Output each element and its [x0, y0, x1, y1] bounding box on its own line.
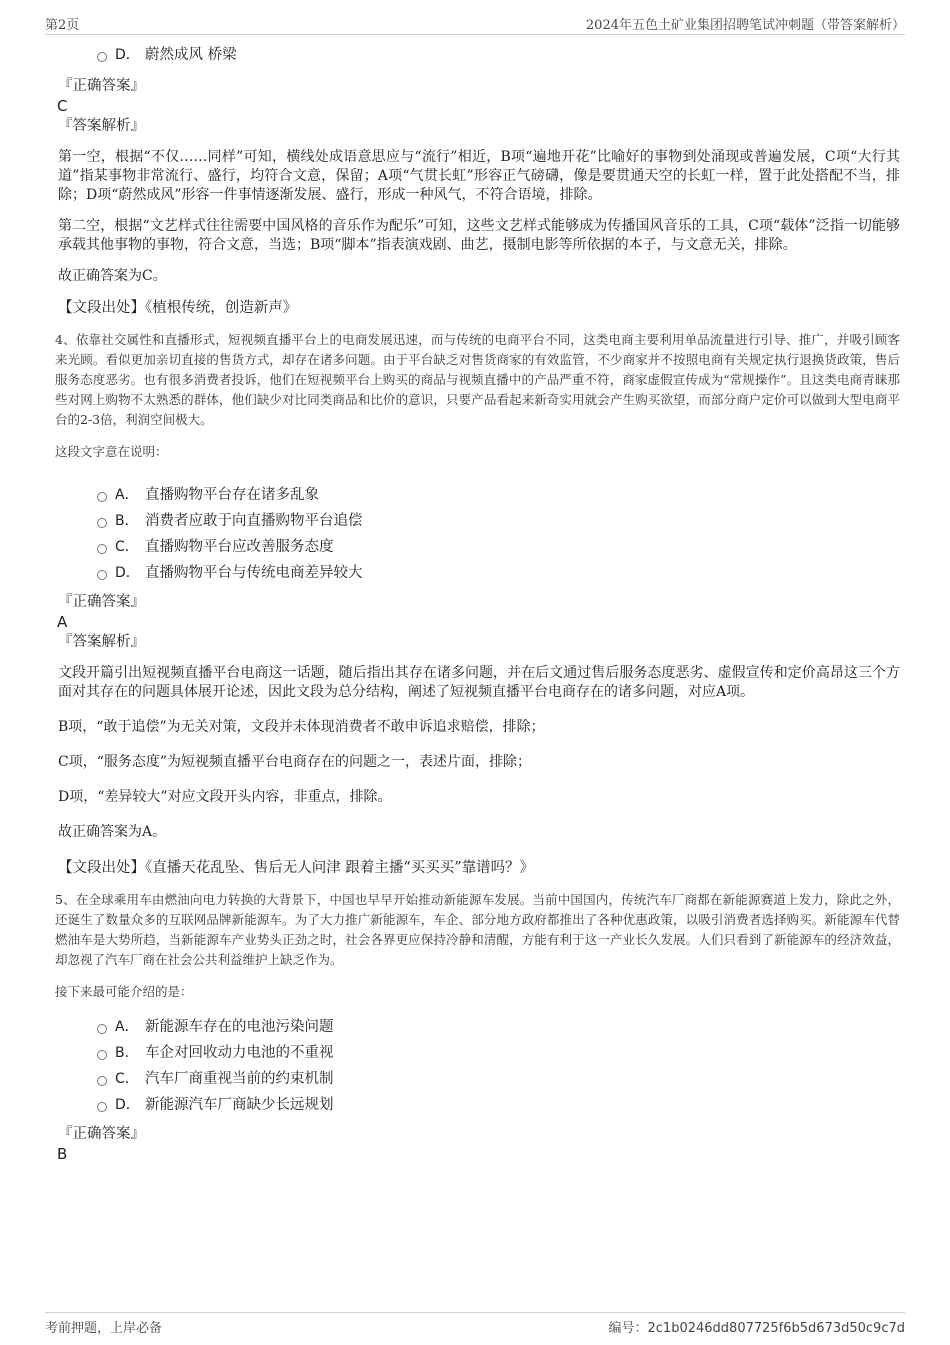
- page-header: [45, 14, 905, 35]
- q5-answer-label: 『正确答案』: [58, 1126, 145, 1142]
- q3-source: 【文段出处】《植根传统，创造新声》: [58, 300, 298, 316]
- radio-icon[interactable]: [97, 570, 107, 580]
- radio-icon[interactable]: [97, 492, 107, 502]
- q4-analysis-p4: D项，“差异较大”对应文段开头内容，非重点，排除。: [58, 789, 392, 805]
- q5-option-a[interactable]: A． 新能源车存在的电池污染问题: [55, 1014, 900, 1040]
- q3-analysis-p2: 第二空，根据“文艺样式往往需要中国风格的音乐作为配乐”可知，这些文艺样式能够成为传播国风音乐的工具，C项“载体”泛指一切能够承载其他事物的事物，符合文意，当选；B项“脚本”指表演戏剧、曲艺，摄制电影等所依据的本子，与文意无关，排除。: [58, 218, 900, 253]
- q5-stem: 5、在全球乘用车由燃油向电力转换的大背景下，中国也早早开始推动新能源车发展。当前中国国内，传统汽车厂商都在新能源赛道上发力，除此之外，还诞生了数量众多的互联网品牌新能源车。为了大力推广新能源车，车企、部分地方政府都推出了各种优惠政策，以吸引消费者选择购买。新能源车代替燃油车是大势所趋，当新能源车产业势头正劲之时，社会各界更应保持冷静和清醒，方能有利于这一产业长久发展。人们只看到了新能源车的经济效益，却忽视了汽车厂商在社会公共利益维护上缺乏作为。: [55, 892, 900, 967]
- q4-option-b[interactable]: B． 消费者应敢于向直播购物平台追偿: [55, 508, 900, 534]
- q3-option-d[interactable]: D． 蔚然成风 桥梁: [55, 42, 900, 68]
- q4-answer: A: [57, 613, 68, 631]
- q4-option-a[interactable]: A． 直播购物平台存在诸多乱象: [55, 482, 900, 508]
- q4-answer-label: 『正确答案』: [58, 594, 145, 610]
- q4-analysis-label: 『答案解析』: [58, 634, 145, 650]
- q4-prompt: 这段文字意在说明：: [55, 444, 168, 459]
- radio-icon[interactable]: [97, 544, 107, 554]
- q4-analysis-p3: C项，“服务态度”为短视频直播平台电商存在的问题之一，表述片面，排除；: [58, 754, 532, 770]
- q3-analysis-label: 『答案解析』: [58, 118, 145, 134]
- q4-stem: 4、依靠社交属性和直播形式，短视频直播平台上的电商发展迅速，而与传统的电商平台不同，这类电商主要利用单品流量进行引导、推广，并吸引顾客来光顾。看似更加亲切直接的售货方式，却存在诸多问题。由于平台缺乏对售货商家的有效监管，不少商家并不按照电商有关规定执行退换货政策，售后服务态度恶劣。也有很多消费者投诉，他们在短视频平台上购买的商品与视频直播中的产品严重不符，商家虚假宣传成为“常规操作”。且这类电商青睐那些对网上购物不太熟悉的群体，他们缺少对比同类商品和比价的意识，只要产品看起来新奇实用就会产生购买欲望，而部分商户定价可以做到大型电商平台的2-3倍，利润空间极大。: [55, 332, 900, 427]
- q5-option-d[interactable]: D． 新能源汽车厂商缺少长远规划: [55, 1092, 900, 1118]
- document-code-value: 2c1b0246dd807725f6b5d673d50c9c7d: [647, 1321, 905, 1336]
- page-footer: [45, 1312, 905, 1335]
- q3-answer: C: [57, 97, 68, 115]
- q3-analysis-p1: 第一空，根据“不仅……同样”可知，横线处成语意思应与“流行”相近，B项“遍地开花”比喻好的事物到处涌现或普遍发展，C项“大行其道”指某事物非常流行、盛行，均符合文意，保留；A项“气贯长虹”形容正气磅礴，像是要贯通天空的长虹一样，置于此处搭配不当，排除；D项“蔚然成风”形容一件事情逐渐发展、盛行，形成一种风气，不符合语境，排除。: [58, 149, 900, 203]
- page-number: 第2页: [45, 18, 80, 33]
- q5-options: [55, 1014, 900, 1118]
- page-content: [55, 40, 900, 1164]
- q5-answer: B: [57, 1145, 68, 1163]
- q5-option-c[interactable]: C． 汽车厂商重视当前的约束机制: [55, 1066, 900, 1092]
- document-title: 2024年五色土矿业集团招聘笔试冲刺题（带答案解析）: [585, 18, 905, 33]
- q4-analysis-p2: B项，“敢于追偿”为无关对策，文段并未体现消费者不敢申诉追求赔偿，排除；: [58, 719, 545, 735]
- q4-analysis-p1: 文段开篇引出短视频直播平台电商这一话题，随后指出其存在诸多问题，并在后文通过售后服务态度恶劣、虚假宣传和定价高昂这三个方面对其存在的问题具体展开论述，因此文段为总分结构，阐述了短视频直播平台电商存在的诸多问题，对应A项。: [58, 665, 900, 700]
- q4-source: 【文段出处】《直播天花乱坠、售后无人问津 跟着主播“买买买”靠谱吗？》: [58, 860, 535, 876]
- q3-analysis-p3: 故正确答案为C。: [58, 268, 167, 284]
- document-code: [609, 1317, 906, 1336]
- radio-icon[interactable]: [97, 1024, 107, 1034]
- radio-icon[interactable]: [97, 52, 107, 62]
- q4-options: [55, 482, 900, 586]
- radio-icon[interactable]: [97, 1050, 107, 1060]
- q5-option-b[interactable]: B． 车企对回收动力电池的不重视: [55, 1040, 900, 1066]
- radio-icon[interactable]: [97, 518, 107, 528]
- q4-option-d[interactable]: D． 直播购物平台与传统电商差异较大: [55, 560, 900, 586]
- footer-slogan: 考前押题，上岸必备: [45, 1321, 163, 1336]
- document-code-label: 编号：: [608, 1321, 648, 1336]
- radio-icon[interactable]: [97, 1102, 107, 1112]
- radio-icon[interactable]: [97, 1076, 107, 1086]
- q4-option-c[interactable]: C． 直播购物平台应改善服务态度: [55, 534, 900, 560]
- q4-analysis-p5: 故正确答案为A。: [58, 824, 167, 840]
- q5-prompt: 接下来最可能介绍的是：: [55, 984, 193, 999]
- q3-answer-label: 『正确答案』: [58, 78, 145, 94]
